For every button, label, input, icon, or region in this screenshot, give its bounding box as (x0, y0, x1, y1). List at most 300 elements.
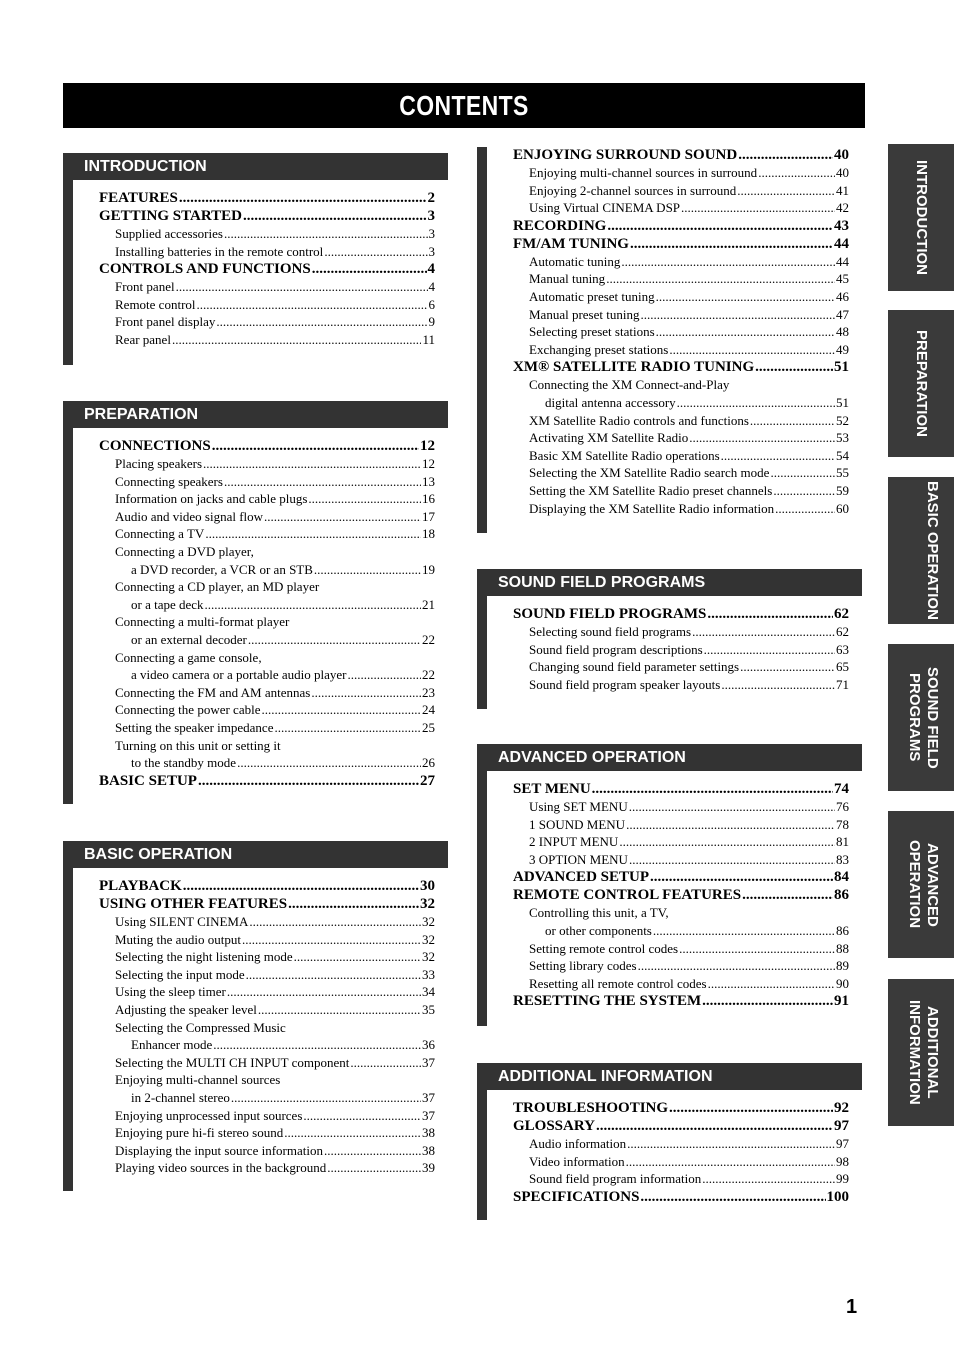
toc-entry-page: 6 (428, 296, 435, 312)
toc-entry-title: Automatic preset tuning (529, 288, 655, 304)
toc-entry-page: 3 (428, 243, 435, 259)
toc-entry-page: 83 (836, 851, 849, 867)
dot-leader (629, 851, 835, 869)
toc-entry-title: Using SILENT CINEMA (115, 914, 249, 929)
toc-entry-title: SOUND FIELD PROGRAMS (513, 606, 707, 622)
dot-leader (758, 164, 835, 182)
toc-entry-title: Playing video sources in the background (115, 1160, 327, 1176)
dot-leader (212, 437, 419, 455)
toc-entry-title: Sound field program information (529, 1171, 702, 1187)
dot-leader (198, 772, 419, 790)
toc-entry-page: 34 (422, 984, 435, 1000)
dot-leader (205, 525, 421, 543)
toc-entry-page: 59 (836, 482, 849, 498)
toc-entry-title: a DVD recorder, a VCR or an STB (131, 561, 313, 577)
dot-leader (689, 429, 835, 447)
toc-entry[interactable] (513, 146, 849, 164)
dot-leader (721, 676, 835, 694)
toc-entry-page: 86 (836, 922, 849, 938)
toc-entry[interactable] (513, 780, 849, 798)
dot-leader (650, 868, 833, 886)
toc-entry-page: 22 (422, 667, 435, 683)
toc-entry-title: Connecting the FM and AM antennas (115, 684, 311, 700)
toc-list (513, 146, 849, 517)
toc-entry-title: to the standby mode (131, 755, 237, 771)
toc-entry-title: Basic XM Satellite Radio operations (529, 447, 720, 463)
toc-entry-page: 9 (428, 314, 435, 330)
toc-entry[interactable] (513, 447, 849, 465)
toc-entry-title: Connecting the power cable (115, 702, 261, 718)
dot-leader (708, 975, 835, 993)
toc-entry-page: 44 (836, 253, 849, 269)
toc-entry-title: Sound field program speaker layouts (529, 676, 721, 692)
toc-entry[interactable] (99, 631, 435, 649)
toc-entry-title: Sound field program descriptions (529, 641, 703, 657)
dot-leader (640, 306, 835, 324)
toc-entry-title: RESETTING THE SYSTEM (513, 993, 702, 1010)
section-additional-information (477, 1063, 862, 1220)
toc-entry-title: Enjoying multi-channel sources (115, 1072, 281, 1088)
toc-entry[interactable] (99, 1142, 435, 1160)
toc-entry[interactable] (99, 772, 435, 790)
toc-list (99, 437, 435, 790)
dot-leader (679, 940, 835, 958)
toc-entry-title: Manual tuning (529, 271, 606, 287)
dot-leader (707, 605, 833, 623)
toc-entry-page: 38 (422, 1125, 435, 1141)
dot-leader (324, 1142, 421, 1160)
side-tab-additional-information[interactable] (888, 979, 954, 1126)
toc-entry-page: 84 (834, 869, 849, 886)
side-tab-basic-operation[interactable] (888, 477, 954, 624)
dot-leader (742, 886, 833, 904)
dot-leader (264, 508, 421, 526)
toc-entry[interactable] (513, 904, 849, 922)
toc-entry[interactable] (99, 437, 435, 455)
toc-entry-page: 16 (422, 491, 435, 507)
toc-entry[interactable] (99, 737, 435, 755)
toc-entry[interactable] (513, 1170, 849, 1188)
dot-leader (312, 260, 427, 278)
toc-entry-title: XM® SATELLITE RADIO TUNING (513, 359, 755, 376)
toc-entry[interactable] (513, 182, 849, 200)
toc-entry-title: Connecting the XM Connect-and-Play (529, 377, 730, 393)
side-tab-label: ADVANCED OPERATION (906, 840, 941, 929)
toc-entry[interactable] (513, 1153, 849, 1171)
toc-entry[interactable] (513, 922, 849, 940)
dot-leader (677, 394, 835, 412)
toc-entry-page: 23 (422, 684, 435, 700)
toc-list (513, 605, 849, 693)
dot-leader (216, 313, 427, 331)
toc-entry[interactable] (99, 877, 435, 895)
toc-entry-page: 40 (836, 165, 849, 180)
toc-entry-page: 13 (422, 473, 435, 489)
toc-entry[interactable] (513, 833, 849, 851)
toc-entry-title: Connecting a DVD player, (115, 543, 254, 559)
toc-entry[interactable] (99, 666, 435, 684)
dot-leader (770, 464, 835, 482)
toc-entry-page: 52 (836, 412, 849, 428)
toc-entry[interactable] (99, 473, 435, 491)
toc-entry[interactable] (513, 886, 849, 904)
toc-entry[interactable] (99, 207, 435, 225)
toc-entry-title: Information on jacks and cable plugs (115, 491, 308, 507)
dot-leader (702, 992, 833, 1010)
toc-entry-title: TROUBLESHOOTING (513, 1100, 669, 1116)
dot-leader (596, 1117, 833, 1135)
toc-entry[interactable] (99, 508, 435, 526)
toc-entry-page: 53 (836, 430, 849, 446)
toc-entry[interactable] (513, 1099, 849, 1117)
dot-leader (261, 701, 421, 719)
toc-entry-page: 90 (836, 975, 849, 991)
toc-entry[interactable] (513, 164, 849, 182)
toc-entry-title: Using the sleep timer (115, 984, 226, 1000)
side-tab-introduction[interactable] (888, 144, 954, 291)
toc-entry[interactable] (99, 260, 435, 278)
toc-entry-page: 81 (836, 834, 849, 850)
toc-entry[interactable] (513, 288, 849, 306)
dot-leader (246, 966, 421, 984)
toc-entry[interactable] (99, 701, 435, 719)
dot-leader (350, 1054, 421, 1072)
toc-entry-title: Selecting sound field programs (529, 624, 692, 639)
toc-entry[interactable] (99, 1107, 435, 1125)
toc-entry[interactable] (513, 270, 849, 288)
dot-leader (607, 217, 833, 235)
toc-entry[interactable] (99, 895, 435, 913)
toc-entry[interactable] (513, 868, 849, 886)
toc-entry[interactable] (99, 313, 435, 331)
toc-entry[interactable] (99, 1036, 435, 1054)
toc-entry-page: 3 (427, 208, 435, 224)
toc-entry-title: Setting remote control codes (529, 940, 679, 956)
toc-entry-page: 76 (836, 799, 849, 814)
toc-entry-title: 3 OPTION MENU (529, 851, 628, 867)
toc-entry-title: SPECIFICATIONS (513, 1188, 640, 1205)
toc-entry-title: Audio information (529, 1136, 627, 1151)
toc-entry[interactable] (99, 1054, 435, 1072)
toc-entry-page: 24 (422, 702, 435, 718)
toc-entry[interactable] (99, 561, 435, 579)
toc-entry-title: USING OTHER FEATURES (99, 896, 288, 912)
toc-entry-page: 74 (834, 781, 849, 797)
toc-list (513, 780, 849, 1010)
toc-entry-title: Controlling this unit, a TV, (529, 905, 669, 921)
toc-entry[interactable] (99, 754, 435, 772)
toc-entry-page: 32 (422, 931, 435, 947)
toc-entry-title: BASIC SETUP (99, 772, 197, 789)
toc-entry[interactable] (99, 983, 435, 1001)
section-heading: PREPARATION (63, 401, 448, 428)
toc-entry-title: GETTING STARTED (99, 208, 242, 224)
toc-entry-title: Selecting the night listening mode (115, 949, 293, 965)
toc-entry-title: 2 INPUT MENU (529, 834, 619, 850)
toc-entry-title: Connecting a multi-format player (115, 614, 290, 630)
toc-entry-title: Front panel display (115, 314, 216, 330)
toc-entry-page: 86 (834, 887, 849, 904)
dot-leader (669, 1099, 833, 1117)
toc-entry-title: Video information (529, 1153, 625, 1169)
side-tab-label: BASIC OPERATION (924, 481, 941, 620)
section-basic-operation (63, 841, 448, 1191)
dot-leader (592, 780, 833, 798)
toc-entry[interactable] (99, 243, 435, 261)
toc-entry[interactable] (99, 1159, 435, 1177)
dot-leader (324, 243, 427, 261)
section-heading: SOUND FIELD PROGRAMS (477, 569, 862, 596)
dot-leader (288, 895, 419, 913)
toc-entry[interactable] (513, 676, 849, 694)
toc-entry[interactable] (99, 684, 435, 702)
toc-entry-page: 30 (420, 878, 435, 894)
toc-entry-title: Muting the audio output (115, 931, 242, 947)
toc-entry-page: 37 (422, 1089, 435, 1105)
toc-entry[interactable] (99, 931, 435, 949)
toc-entry-title: or a tape deck (131, 596, 204, 612)
dot-leader (176, 278, 428, 296)
toc-entry-title: Manual preset tuning (529, 306, 640, 322)
toc-entry[interactable] (99, 490, 435, 508)
dot-leader (172, 331, 422, 349)
toc-entry[interactable] (513, 658, 849, 676)
dot-leader (183, 877, 419, 895)
toc-entry-page: 71 (836, 676, 849, 692)
dot-leader (243, 207, 427, 225)
toc-entry-page: 4 (428, 279, 435, 295)
toc-entry[interactable] (99, 578, 435, 596)
toc-entry[interactable] (99, 331, 435, 349)
toc-entry[interactable] (99, 966, 435, 984)
dot-leader (308, 490, 421, 508)
toc-entry[interactable] (99, 278, 435, 296)
section-heading: BASIC OPERATION (63, 841, 448, 868)
toc-list (513, 1099, 849, 1206)
toc-entry-page: 51 (834, 359, 849, 376)
dot-leader (629, 798, 835, 816)
dot-leader (740, 658, 835, 676)
toc-entry[interactable] (513, 605, 849, 623)
toc-entry[interactable] (513, 323, 849, 341)
toc-entry-title: Selecting the XM Satellite Radio search mode (529, 465, 770, 481)
toc-entry[interactable] (99, 1089, 435, 1107)
toc-entry[interactable] (513, 500, 849, 518)
toc-entry[interactable] (99, 1124, 435, 1142)
toc-entry-page: 65 (836, 659, 849, 675)
toc-entry-page: 62 (836, 624, 849, 639)
toc-entry-title: Selecting the Compressed Music (115, 1019, 286, 1035)
dot-leader (197, 296, 428, 314)
toc-entry[interactable] (99, 948, 435, 966)
toc-entry[interactable] (513, 394, 849, 412)
toc-entry[interactable] (513, 199, 849, 217)
toc-entry[interactable] (99, 189, 435, 207)
toc-entry-page: 32 (420, 896, 435, 912)
toc-entry-title: Enjoying unprocessed input sources (115, 1107, 303, 1123)
toc-entry[interactable] (513, 341, 849, 359)
toc-entry-title: REMOTE CONTROL FEATURES (513, 887, 742, 904)
dot-leader (294, 948, 421, 966)
dot-leader (224, 473, 421, 491)
toc-entry[interactable] (513, 482, 849, 500)
toc-entry[interactable] (513, 412, 849, 430)
toc-entry[interactable] (513, 816, 849, 834)
toc-entry-page: 100 (826, 1188, 849, 1205)
toc-entry[interactable] (513, 992, 849, 1010)
toc-entry[interactable] (99, 1001, 435, 1019)
toc-entry-title: Audio and video signal flow (115, 508, 264, 524)
toc-entry-page: 45 (836, 271, 849, 287)
toc-entry-title: Selecting the MULTI CH INPUT component (115, 1054, 350, 1070)
toc-entry-title: CONTROLS AND FUNCTIONS (99, 261, 311, 278)
toc-entry[interactable] (99, 296, 435, 314)
dot-leader (704, 641, 835, 659)
dot-leader (303, 1107, 421, 1125)
toc-entry[interactable] (513, 641, 849, 659)
toc-entry-page: 11 (422, 331, 435, 347)
toc-entry-page: 3 (428, 226, 435, 241)
toc-entry[interactable] (99, 613, 435, 631)
toc-entry[interactable] (513, 975, 849, 993)
toc-entry[interactable] (513, 623, 849, 641)
toc-entry[interactable] (513, 1117, 849, 1135)
toc-entry-page: 35 (422, 1001, 435, 1017)
side-tab-advanced-operation[interactable] (888, 811, 954, 958)
toc-entry[interactable] (513, 376, 849, 394)
toc-entry[interactable] (513, 1135, 849, 1153)
toc-entry-title: Connecting a CD player, an MD player (115, 579, 320, 595)
toc-entry[interactable] (99, 719, 435, 737)
side-tab-label: PREPARATION (913, 330, 930, 437)
toc-entry-page: 33 (422, 966, 435, 982)
toc-entry[interactable] (99, 596, 435, 614)
toc-entry[interactable] (513, 464, 849, 482)
dot-leader (755, 358, 833, 376)
dot-leader (619, 833, 835, 851)
toc-entry-title: Exchanging preset stations (529, 341, 669, 357)
dot-leader (231, 1089, 421, 1107)
toc-entry-title: Placing speakers (115, 456, 203, 471)
toc-entry[interactable] (99, 1071, 435, 1089)
dot-leader (227, 983, 421, 1001)
dot-leader (669, 341, 835, 359)
toc-entry[interactable] (99, 525, 435, 543)
dot-leader (606, 270, 835, 288)
dot-leader (750, 412, 835, 430)
toc-entry[interactable] (513, 253, 849, 271)
toc-entry[interactable] (513, 306, 849, 324)
dot-leader (248, 631, 421, 649)
toc-entry[interactable] (99, 913, 435, 931)
section-heading: ADVANCED OPERATION (477, 744, 862, 771)
toc-entry-title: Setting the speaker impedance (115, 719, 274, 735)
toc-entry[interactable] (513, 358, 849, 376)
side-tab-preparation[interactable] (888, 310, 954, 457)
toc-entry-title: Adjusting the speaker level (115, 1001, 257, 1017)
toc-entry-title: FEATURES (99, 190, 178, 206)
toc-entry-title: RECORDING (513, 217, 607, 234)
toc-entry-title: a video camera or a portable audio player (131, 667, 347, 683)
toc-entry-title: Connecting a TV (115, 526, 205, 542)
toc-entry[interactable] (99, 1019, 435, 1037)
page-title: CONTENTS (399, 89, 529, 121)
toc-entry-page: 97 (836, 1136, 849, 1151)
toc-entry-page: 36 (422, 1037, 435, 1053)
toc-entry-title: Front panel (115, 279, 175, 295)
dot-leader (721, 447, 835, 465)
dot-leader (224, 225, 428, 243)
toc-entry-page: 42 (836, 200, 849, 216)
dot-leader (205, 596, 421, 614)
section-introduction (63, 153, 448, 365)
toc-entry-page: 12 (422, 456, 435, 471)
toc-entry-title: Turning on this unit or setting it (115, 737, 281, 753)
toc-list (99, 877, 435, 1177)
toc-entry-title: Enjoying multi-channel sources in surround (529, 165, 758, 180)
toc-entry-page: 51 (836, 394, 849, 410)
section-advanced-operation (477, 744, 862, 1026)
toc-entry-title: ENJOYING SURROUND SOUND (513, 147, 738, 163)
toc-entry-page: 89 (836, 958, 849, 974)
toc-entry-page: 78 (836, 816, 849, 832)
dot-leader (274, 719, 421, 737)
toc-entry[interactable] (513, 940, 849, 958)
toc-entry-page: 60 (836, 500, 849, 516)
toc-entry-page: 27 (420, 772, 435, 789)
toc-entry-page: 55 (836, 465, 849, 481)
toc-entry-page: 44 (834, 235, 849, 252)
toc-entry[interactable] (513, 798, 849, 816)
toc-entry[interactable] (513, 217, 849, 235)
dot-leader (656, 288, 835, 306)
toc-entry-page: 92 (834, 1100, 849, 1116)
dot-leader (653, 922, 835, 940)
toc-entry-title: Remote control (115, 296, 196, 312)
toc-entry[interactable] (513, 851, 849, 869)
toc-entry[interactable] (99, 649, 435, 667)
dot-leader (738, 146, 833, 164)
toc-entry[interactable] (513, 235, 849, 253)
page-number: 1 (846, 1296, 858, 1318)
side-tab-label: ADDITIONAL INFORMATION (906, 1000, 941, 1105)
toc-entry-page: 32 (422, 949, 435, 965)
dot-leader (179, 189, 427, 207)
dot-leader (737, 182, 835, 200)
toc-entry[interactable] (513, 1188, 849, 1206)
toc-entry-title: FM/AM TUNING (513, 235, 629, 252)
section-preparation (63, 401, 448, 804)
side-tab-label: SOUND FIELD PROGRAMS (906, 666, 941, 769)
dot-leader (773, 482, 835, 500)
toc-entry-page: 63 (836, 641, 849, 657)
dot-leader (692, 623, 835, 641)
toc-entry[interactable] (99, 455, 435, 473)
toc-entry-title: CONNECTIONS (99, 438, 211, 454)
toc-entry[interactable] (99, 543, 435, 561)
dot-leader (775, 500, 835, 518)
toc-entry[interactable] (513, 957, 849, 975)
side-tab-sound-field-programs[interactable] (888, 644, 954, 791)
toc-entry-page: 48 (836, 324, 849, 340)
toc-entry[interactable] (99, 225, 435, 243)
dot-leader (621, 253, 835, 271)
toc-entry[interactable] (513, 429, 849, 447)
toc-entry-page: 18 (422, 526, 435, 542)
dot-leader (327, 1159, 421, 1177)
toc-entry-page: 25 (422, 719, 435, 735)
toc-entry-title: Enjoying 2-channel sources in surround (529, 182, 737, 198)
